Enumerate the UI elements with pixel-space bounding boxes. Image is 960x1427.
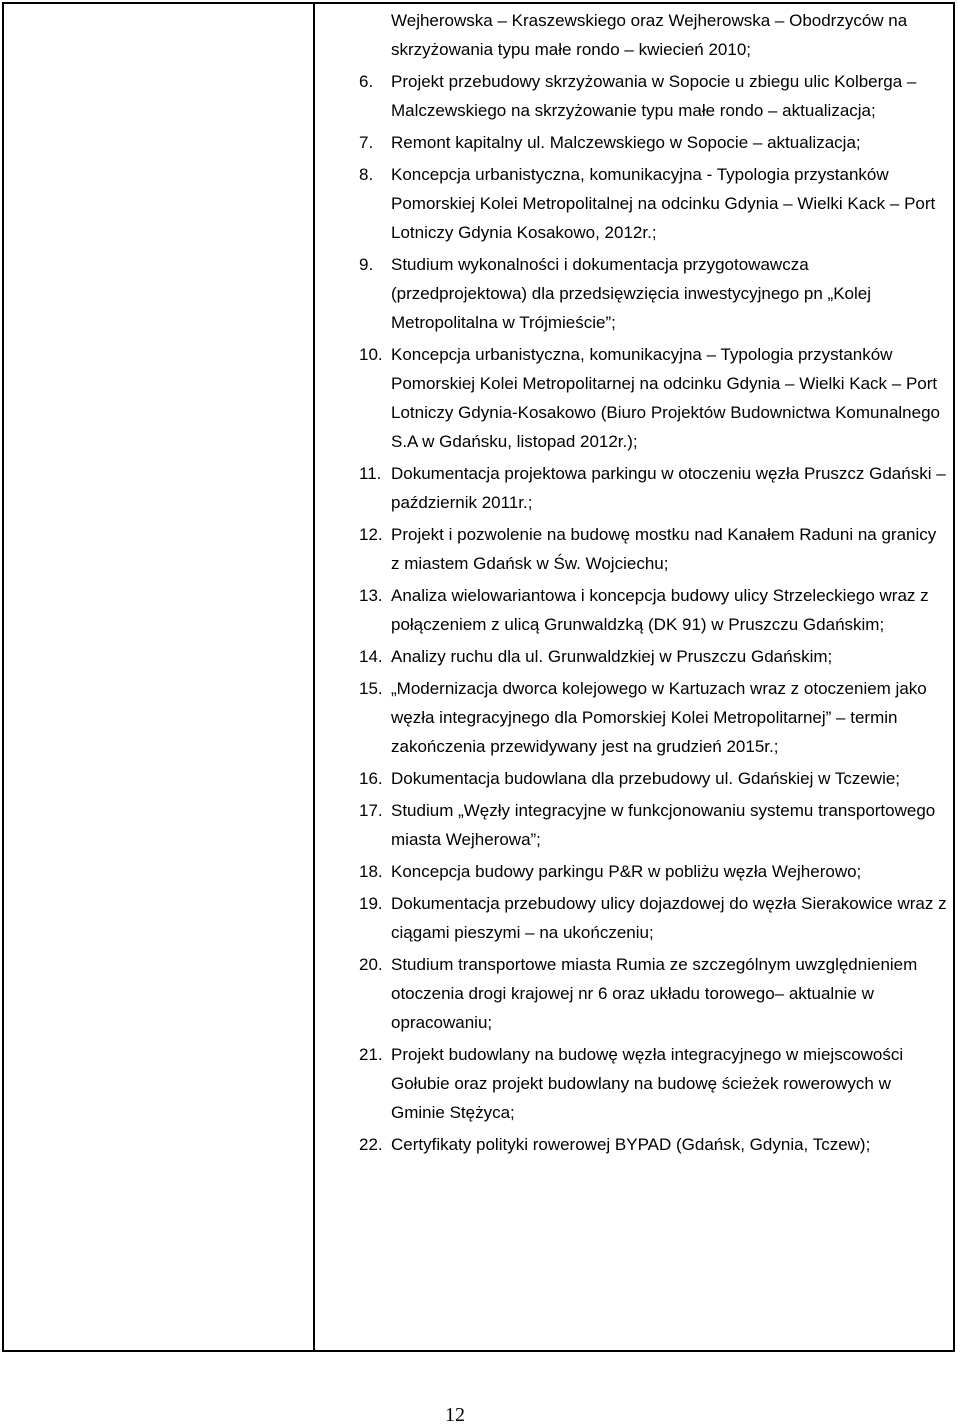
list-item-text: Analizy ruchu dla ul. Grunwaldzkiej w Pruszczu Gdańskim; [391,647,833,666]
table-column-divider [313,4,315,1350]
list-item-text: Dokumentacja przebudowy ulicy dojazdowej do węzła Sierakowice wraz z ciągami pieszymi – na ukończeniu; [391,894,947,942]
list-item [359,857,949,886]
list-item-text: Studium „Węzły integracyjne w funkcjonowaniu systemu transportowego miasta Wejherowa”; [391,801,936,849]
list-item [359,1130,949,1159]
list-item-number: 10. [359,345,383,364]
list-item-text: Studium transportowe miasta Rumia ze szczególnym uwzględnieniem otoczenia drogi krajowej nr 6 oraz układu torowego– aktualnie w opracowaniu; [391,955,918,1032]
list-item [359,128,949,157]
list-item-text: Dokumentacja budowlana dla przebudowy ul. Gdańskiej w Tczewie; [391,769,901,788]
list-item [359,642,949,671]
list-item-number: 20. [359,955,383,974]
list-item-number: 22. [359,1135,383,1154]
list-item-text: „Modernizacja dworca kolejowego w Kartuzach wraz z otoczeniem jako węzła integracyjnego dla Pomorskiej Kolei Metropolitarnej” – termin zakończenia przewidywany jest na grudzień 2015r.; [391,679,927,756]
list-item [359,459,949,517]
list-item-text: Projekt przebudowy skrzyżowania w Sopocie u zbiegu ulic Kolberga – Malczewskiego na skrzyżowanie typu małe rondo – aktualizacja; [391,72,917,120]
list-item-number: 12. [359,525,383,544]
list-item-text: Wejherowska – Kraszewskiego oraz Wejherowska – Obodrzyców na skrzyżowania typu małe rondo – kwiecień 2010; [391,11,908,59]
list-item-text: Projekt i pozwolenie na budowę mostku nad Kanałem Raduni na granicy z miastem Gdańsk w Św. Wojciechu; [391,525,937,573]
list-item-number: 6. [359,72,374,91]
list-item-text: Koncepcja urbanistyczna, komunikacyjna – Typologia przystanków Pomorskiej Kolei Metropolitarnej na odcinku Gdynia – Wielki Kack – Port Lotniczy Gdynia-Kosakowo (Biuro Projektów Budownictwa Komunalnego S.A w Gdańsku, listopad 2012r.); [391,345,941,451]
project-list [359,6,949,1162]
list-item-text: Studium wykonalności i dokumentacja przygotowawcza (przedprojektowa) dla przedsięwzięcia inwestycyjnego pn „Kolej Metropolitalna w Trójmieście”; [391,255,872,332]
list-item [359,250,949,337]
list-item-number: 15. [359,679,383,698]
list-item [359,160,949,247]
list-item-number: 19. [359,894,383,913]
list-item [359,520,949,578]
list-item [359,950,949,1037]
list-item [359,340,949,456]
list-item-number: 18. [359,862,383,881]
list-item-number: 21. [359,1045,383,1064]
list-item [359,889,949,947]
list-item [359,796,949,854]
list-item-text: Projekt budowlany na budowę węzła integracyjnego w miejscowości Gołubie oraz projekt budowlany na budowę ścieżek rowerowych w Gminie Stężyca; [391,1045,904,1122]
list-item [359,764,949,793]
list-item-number: 9. [359,255,374,274]
list-item-number: 7. [359,133,374,152]
list-item [359,581,949,639]
list-item-number: 14. [359,647,383,666]
list-item-continuation [359,6,949,64]
page-number: 12 [445,1404,465,1426]
list-item-number: 8. [359,165,374,184]
list-item [359,1040,949,1127]
list-item-text: Koncepcja budowy parkingu P&R w pobliżu węzła Wejherowo; [391,862,862,881]
list-item [359,67,949,125]
list-item-text: Koncepcja urbanistyczna, komunikacyjna - Typologia przystanków Pomorskiej Kolei Metropolitalnej na odcinku Gdynia – Wielki Kack – Port Lotniczy Gdynia Kosakowo, 2012r.; [391,165,936,242]
list-item-text: Dokumentacja projektowa parkingu w otoczeniu węzła Pruszcz Gdański – październik 2011r.; [391,464,946,512]
list-item-number: 17. [359,801,383,820]
list-item-number: 13. [359,586,383,605]
list-item-number: 11. [359,464,382,483]
list-item-text: Analiza wielowariantowa i koncepcja budowy ulicy Strzeleckiego wraz z połączeniem z ulicą Grunwaldzką (DK 91) w Pruszczu Gdańskim; [391,586,929,634]
list-item [359,674,949,761]
list-item-text: Certyfikaty polityki rowerowej BYPAD (Gdańsk, Gdynia, Tczew); [391,1135,871,1154]
list-item-text: Remont kapitalny ul. Malczewskiego w Sopocie – aktualizacja; [391,133,861,152]
list-item-number: 16. [359,769,383,788]
